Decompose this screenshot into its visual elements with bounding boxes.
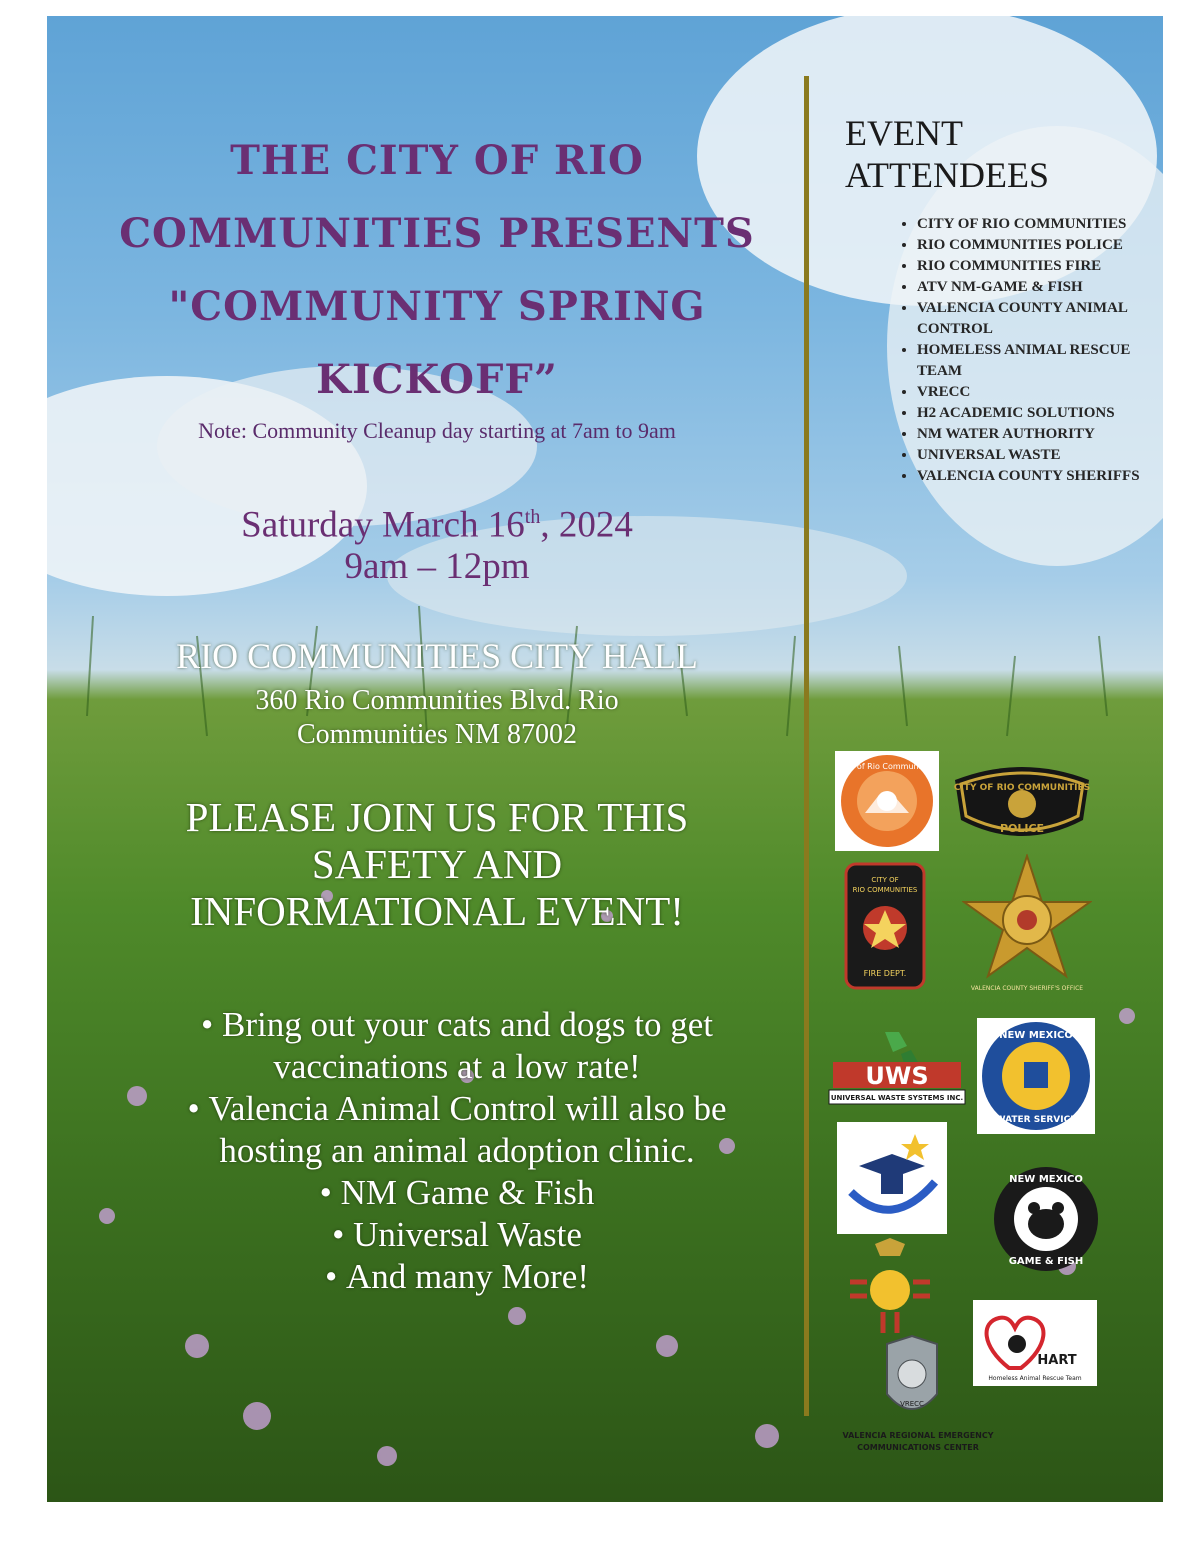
cleanup-note: Note: Community Cleanup day starting at 7am to 9am (198, 418, 676, 443)
sheriff-text: VALENCIA COUNTY SHERIFF'S OFFICE (970, 985, 1084, 992)
attendee-item: • VALENCIA COUNTY ANIMAL CONTROL (917, 298, 1163, 340)
venue-address (187, 684, 687, 752)
event-title-line-2: COMMUNITIES PRESENTS (119, 210, 755, 257)
hart-logo (973, 1300, 1097, 1386)
event-date-time (107, 496, 767, 588)
sheriff-star-logo (962, 854, 1092, 999)
highlight-item: • Bring out your cats and dogs to get vaccinations at a low rate! (147, 1004, 767, 1088)
fire-logo-bottom: FIRE DEPT. (863, 969, 907, 978)
water-bottom-text: WATER SERVICE (995, 1115, 1077, 1125)
attendees-heading-line-2: ATTENDEES (845, 155, 1049, 195)
police-badge-logo (947, 760, 1097, 846)
water-top-text: NEW MEXICO (999, 1030, 1073, 1041)
event-time: 9am – 12pm (344, 546, 530, 588)
highlights-list (147, 1004, 767, 1298)
vrecc-badge-text: VRECC (900, 1400, 924, 1408)
attendee-item: • UNIVERSAL WASTE (917, 445, 1163, 466)
city-seal-text: City of Rio Communities (838, 762, 936, 771)
flyer (47, 16, 1163, 1502)
nm-water-service-logo (977, 1018, 1095, 1134)
invitation-line-2: SAFETY AND (311, 841, 563, 887)
vrecc-caption-line-2: COMMUNICATIONS CENTER (857, 1443, 979, 1452)
venue-name: RIO COMMUNITIES CITY HALL (176, 636, 698, 676)
universal-waste-logo (827, 1026, 971, 1106)
police-badge-bottom-text: POLICE (999, 822, 1045, 835)
highlight-item: • Universal Waste (147, 1214, 767, 1256)
venue-address-line-2: Communities NM 87002 (296, 719, 577, 750)
fire-logo-top-1: CITY OF (871, 876, 899, 884)
attendee-item: • HOMELESS ANIMAL RESCUE TEAM (917, 340, 1163, 382)
venue-address-line-1: 360 Rio Communities Blvd. Rio (255, 685, 619, 716)
attendees-heading (845, 112, 1105, 196)
attendee-item: • VRECC (917, 382, 1163, 403)
highlight-item: • And many More! (147, 1256, 767, 1298)
event-title-line-4: KICKOFF” (316, 356, 558, 403)
police-badge-top-text: CITY OF RIO COMMUNITIES (953, 783, 1091, 793)
attendee-item: • CITY OF RIO COMMUNITIES (917, 214, 1163, 235)
fire-department-logo (844, 862, 926, 990)
uws-name-text: UNIVERSAL WASTE SYSTEMS INC. (830, 1094, 964, 1102)
zia-emblem-logo (845, 1238, 935, 1338)
city-seal-logo (835, 751, 939, 851)
event-date (107, 496, 767, 546)
highlight-item: • NM Game & Fish (147, 1172, 767, 1214)
highlight-item: • Valencia Animal Control will also be hosting an animal adoption clinic. (147, 1088, 767, 1172)
h2-academic-logo (837, 1122, 947, 1234)
attendee-item: • VALENCIA COUNTY SHERIFFS (917, 466, 1163, 487)
attendee-item: • NM WATER AUTHORITY (917, 424, 1163, 445)
attendee-item: • ATV NM-GAME & FISH (917, 277, 1163, 298)
event-title-line-3: "COMMUNITY SPRING (168, 283, 706, 330)
attendee-item: • RIO COMMUNITIES FIRE (917, 256, 1163, 277)
event-date-day: Saturday March 16 (241, 504, 525, 546)
gamefish-bottom-text: GAME & FISH (1008, 1256, 1084, 1267)
event-date-year: , 2024 (540, 504, 633, 546)
attendee-item: • RIO COMMUNITIES POLICE (917, 235, 1163, 256)
invitation-line-1: PLEASE JOIN US FOR THIS (185, 794, 689, 840)
attendee-item: • H2 ACADEMIC SOLUTIONS (917, 403, 1163, 424)
invitation-text (87, 794, 787, 935)
fire-logo-top-2: RIO COMMUNITIES (852, 886, 918, 894)
event-date-ordinal: th (524, 506, 541, 528)
vrecc-caption-line-1: VALENCIA REGIONAL EMERGENCY (842, 1431, 994, 1440)
hart-sub-text: Homeless Animal Rescue Team (988, 1375, 1082, 1382)
attendees-list (873, 214, 1163, 487)
nm-game-fish-logo (991, 1164, 1101, 1274)
invitation-line-3: INFORMATIONAL EVENT! (190, 888, 684, 934)
vrecc-badge-logo (881, 1334, 943, 1430)
hart-name-text: HART (1037, 1353, 1077, 1368)
uws-mark-text: UWS (865, 1062, 929, 1090)
attendees-heading-line-1: EVENT (845, 113, 963, 153)
vrecc-caption (833, 1430, 1003, 1454)
column-divider (804, 76, 809, 1416)
gamefish-top-text: NEW MEXICO (1009, 1174, 1083, 1185)
event-title-line-1: THE CITY OF RIO (230, 137, 644, 184)
